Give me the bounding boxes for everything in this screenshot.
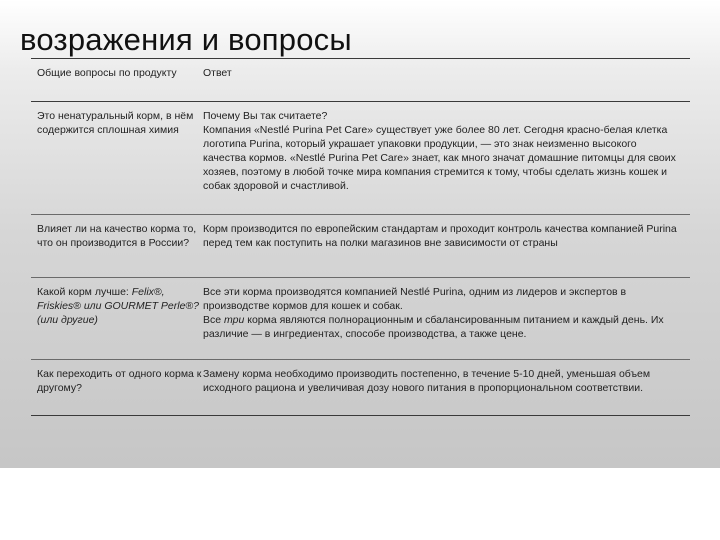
- table-header-row: [31, 59, 690, 102]
- answer-text: Компания «Nestlé Purina Pet Care» существует уже более 80 лет. Сегодня красно-белая клетка логотипа Purina, который украшает упаковки продукции, — это знак неизменно высокого качества кормов. «Nestlé Purina Pet Care» знает, как много значат домашние питомцы для своих хозяев, поэтому в любой точке мира компания стремится к тому, чтобы сделать жизнь кошек и собак здоровой и счастливой.: [203, 124, 676, 192]
- answer-text: Все эти корма производятся компанией Nestlé Purina, одним из лидеров и экспертов в производстве кормов для кошек и собак.: [203, 286, 627, 312]
- header-question: Общие вопросы по продукту: [37, 67, 177, 79]
- answer-cell: [203, 360, 690, 416]
- header-answer: Ответ: [203, 67, 232, 79]
- answer-text: Замену корма необходимо производить постепенно, в течение 5-10 дней, уменьшая объем исходного рациона и увеличивая дозу нового питания в пропорциональном соответствии.: [203, 368, 651, 394]
- question-cell: [31, 360, 203, 416]
- question-cell: [31, 278, 203, 360]
- answer-text: Корм производится по европейским стандартам и проходит контроль качества компанией Purina перед тем как поступить на полки магазинов вне зависимости от страны: [203, 223, 677, 249]
- answer-cell: [203, 215, 690, 278]
- table-row: [31, 360, 690, 416]
- answer-cell: [203, 278, 690, 360]
- question-text: Это ненатуральный корм, в нём содержится сплошная химия: [37, 110, 194, 136]
- table-row: [31, 278, 690, 360]
- slide-title: возражения и вопросы: [20, 22, 352, 57]
- table-row: [31, 102, 690, 215]
- answer-text: Все: [203, 314, 225, 326]
- question-text-italic: Felix®, Friskies® или GOURMET Perle®? (или другие): [37, 286, 200, 326]
- answer-text: Почему Вы так считаете?: [203, 110, 328, 122]
- question-text: Какой корм лучше:: [37, 286, 132, 298]
- header-answer-cell: [203, 59, 690, 102]
- question-text: Влияет ли на качество корма то, что он производится в России?: [37, 223, 197, 249]
- question-cell: [31, 102, 203, 215]
- answer-text-italic: три: [224, 314, 245, 326]
- answer-cell: [203, 102, 690, 215]
- question-text: Как переходить от одного корма к другому?: [37, 368, 202, 394]
- header-question-cell: [31, 59, 203, 102]
- table-row: [31, 215, 690, 278]
- qa-table: [31, 58, 690, 416]
- answer-text: корма являются полнорационным и сбалансированным питанием и каждый день. Их различие — в ингредиентах, способе производства, а также цене.: [203, 314, 664, 340]
- question-cell: [31, 215, 203, 278]
